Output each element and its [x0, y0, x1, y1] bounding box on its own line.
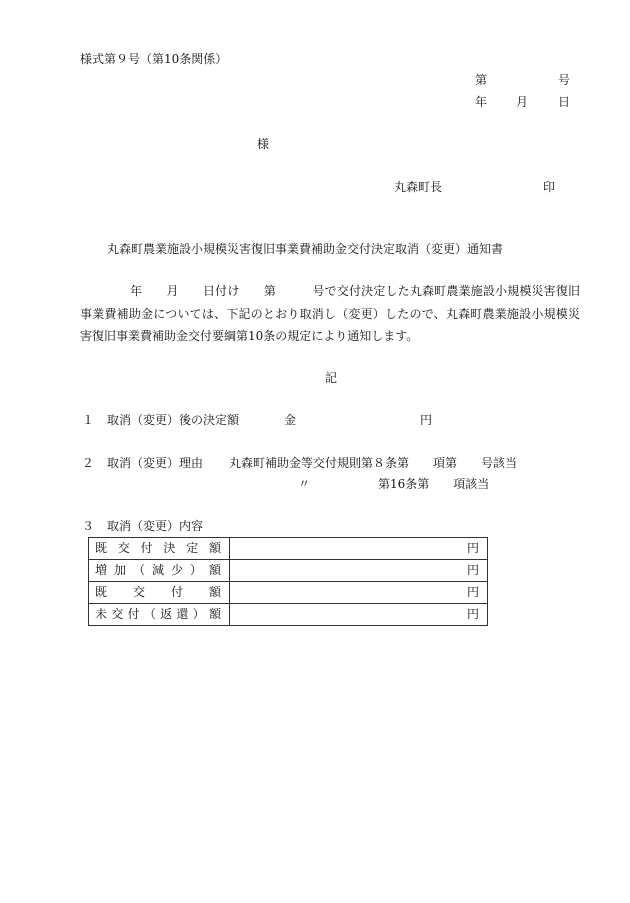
row-amount-cell: 円: [230, 538, 488, 560]
item1-kin: 金: [284, 413, 297, 427]
table-row: [89, 582, 488, 604]
item1-yen: 円: [420, 413, 433, 427]
table-row: [89, 604, 488, 626]
item2-label: 取消（変更）理由: [107, 456, 204, 470]
item3-label: 取消（変更）内容: [107, 519, 204, 533]
document-title: 丸森町農業施設小規模災害復旧事業費補助金交付決定取消（変更）通知書: [107, 242, 504, 256]
date-day: 日: [558, 95, 571, 109]
amount-table: [88, 537, 488, 626]
row-label: 既交付決定額: [89, 538, 230, 560]
row-label: 増加（減少）額: [89, 560, 230, 582]
body-paragraph: 年 月 日付け 第 号で交付決定した丸森町農業施設小規模災害復旧事業費補助金については、下記のとおり取消し（変更）したので、丸森町農業施設小規模災害復旧事業費補助金交付要綱第10条の規定により通知します。: [80, 284, 580, 343]
date-year: 年: [475, 95, 488, 109]
row-amount-cell: 円: [230, 560, 488, 582]
date-month: 月: [516, 95, 529, 109]
item2-ditto-mark: 〃: [298, 477, 311, 491]
ki-heading: 記: [325, 371, 338, 385]
row-label: 未交付（返還）額: [89, 604, 230, 626]
addressee-honorific: 様: [257, 137, 270, 151]
form-number: 様式第９号（第10条関係）: [80, 52, 228, 66]
item3-number: ３: [82, 519, 95, 533]
row-label: 既交付額: [89, 582, 230, 604]
item2-number: ２: [82, 456, 95, 470]
item2-reason-line2: 第16条第 項該当: [378, 477, 490, 491]
row-amount-cell: 円: [230, 582, 488, 604]
item2-reason-line1: 丸森町補助金等交付規則第８条第 項第 号該当: [229, 456, 518, 470]
item1-number: １: [82, 413, 95, 427]
issuer-title: 丸森町長: [394, 180, 443, 194]
table-row: [89, 560, 488, 582]
row-amount-cell: 円: [230, 604, 488, 626]
document-number-label: 第: [475, 73, 488, 87]
issuer-seal: 印: [543, 180, 556, 194]
document-number-suffix: 号: [558, 73, 571, 87]
table-row: [89, 538, 488, 560]
item1-label: 取消（変更）後の決定額: [107, 413, 240, 427]
